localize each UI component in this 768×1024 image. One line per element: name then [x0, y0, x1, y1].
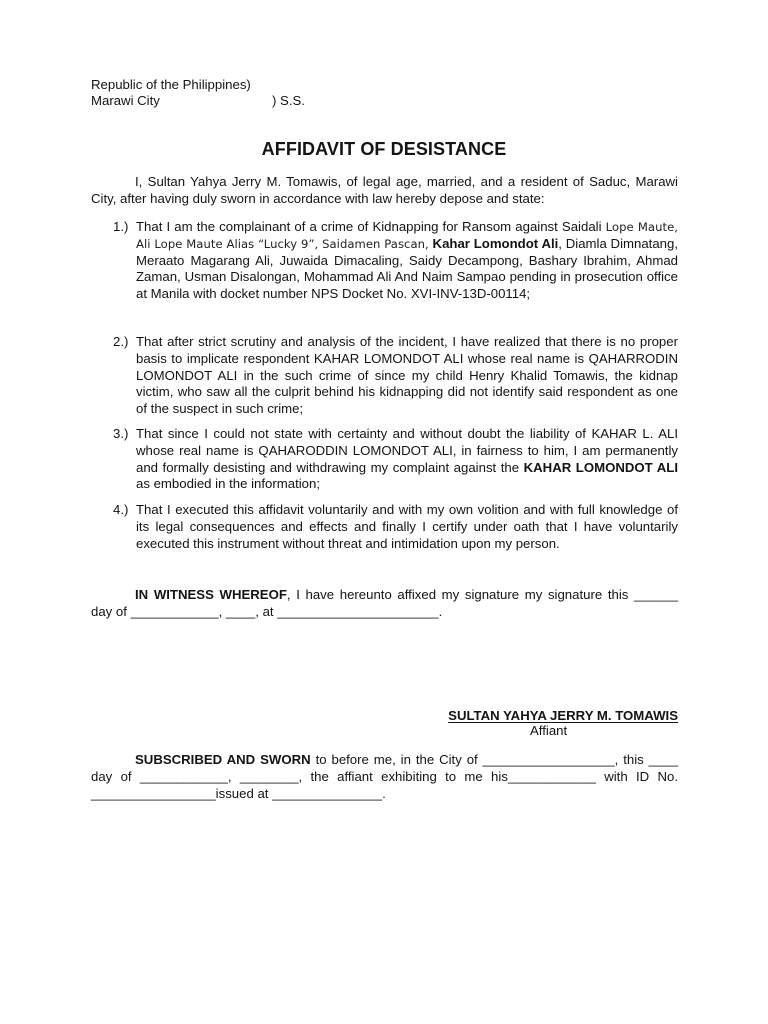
- intro-paragraph: I, Sultan Yahya Jerry M. Tomawis, of legal age, married, and a resident of Saduc, Marawi City, after having duly sworn in accordance with law hereby depose and state:: [91, 174, 678, 206]
- item-text-segment: , Diamla Dimnatang, Meraato Magarang Ali, Juwaida Dimacaling, Saidy Decampong, Bashary Ibrahim, Ahmad Zaman, Usman Disalongan, Mohammad Ali And Naim Sampao pending in prosecution office at Manila with docket number NPS Docket No. XVI-INV-13D-00114;: [136, 235, 678, 302]
- caption-venue: [91, 93, 305, 110]
- item-text-alt-segment: Lope Maute, Ali Lope Maute Alias “Lucky 9”, Saidamen Pascan,: [136, 220, 678, 251]
- caption-republic: Republic of the Philippines): [91, 77, 251, 92]
- list-item: [113, 334, 678, 418]
- item-number: 2.): [113, 334, 129, 349]
- jurat-heading: SUBSCRIBED AND SWORN: [135, 752, 311, 767]
- item-number: 3.): [113, 426, 129, 441]
- list-item: [113, 502, 678, 552]
- affiant-name: SULTAN YAHYA JERRY M. TOMAWIS: [448, 708, 678, 723]
- item-text: That after strict scrutiny and analysis of the incident, I have realized that there is no proper basis to implicate respondent KAHAR LOMONDOT ALI whose real name is QAHARRODIN LOMONDOT ALI in the such crime of since my child Henry Khalid Tomawis, the kidnap victim, who saw all the culprit behind his kidnapping did not identify said respondent as one of the suspect in such crime;: [136, 334, 678, 417]
- jurat-text: to before me, in the City of __________________, this ____ day of ____________, ________, the affiant exhibiting to me his____________ with ID No. _________________issued at _______________.: [91, 752, 679, 801]
- item-text-segment: That since I could not state with certainty and without doubt the liability of KAHAR L. ALI whose real name is QAHARODDIN LOMONDOT ALI, in fairness to him, I am permanently and formally desisting and withdrawing my complaint against the: [136, 426, 678, 475]
- caption-ss: ) S.S.: [272, 93, 305, 108]
- affiant-label: Affiant: [530, 723, 568, 738]
- item-text-segment: as embodied in the information;: [136, 476, 321, 492]
- document-title: AFFIDAVIT OF DESISTANCE: [261, 139, 507, 159]
- item-text-bold-name: Kahar Lomondot Ali: [432, 235, 559, 251]
- item-text: [136, 219, 678, 303]
- item-text-segment: That I am the complainant of a crime of Kidnapping for Ransom against Saidali: [136, 219, 606, 234]
- item-text: [136, 426, 678, 493]
- list-item: [113, 219, 678, 303]
- item-number: 4.): [113, 502, 129, 517]
- witness-heading: IN WITNESS WHEREOF: [135, 587, 287, 602]
- item-text: That I executed this affidavit voluntarily and with my own volition and with full knowledge of its legal consequences and effects and finally I certify under oath that I have voluntarily executed this instrument without threat and intimidation upon my person.: [136, 502, 678, 551]
- witness-paragraph: [91, 587, 678, 621]
- item-text-bold-name: KAHAR LOMONDOT ALI: [523, 459, 678, 475]
- witness-text: , I have hereunto affixed my signature my signature this ______ day of ____________, ____, at ______________________.: [91, 587, 678, 619]
- caption-city: Marawi City: [91, 93, 160, 108]
- item-number: 1.): [113, 219, 129, 234]
- list-item: [113, 426, 678, 493]
- jurat-paragraph: [91, 752, 678, 802]
